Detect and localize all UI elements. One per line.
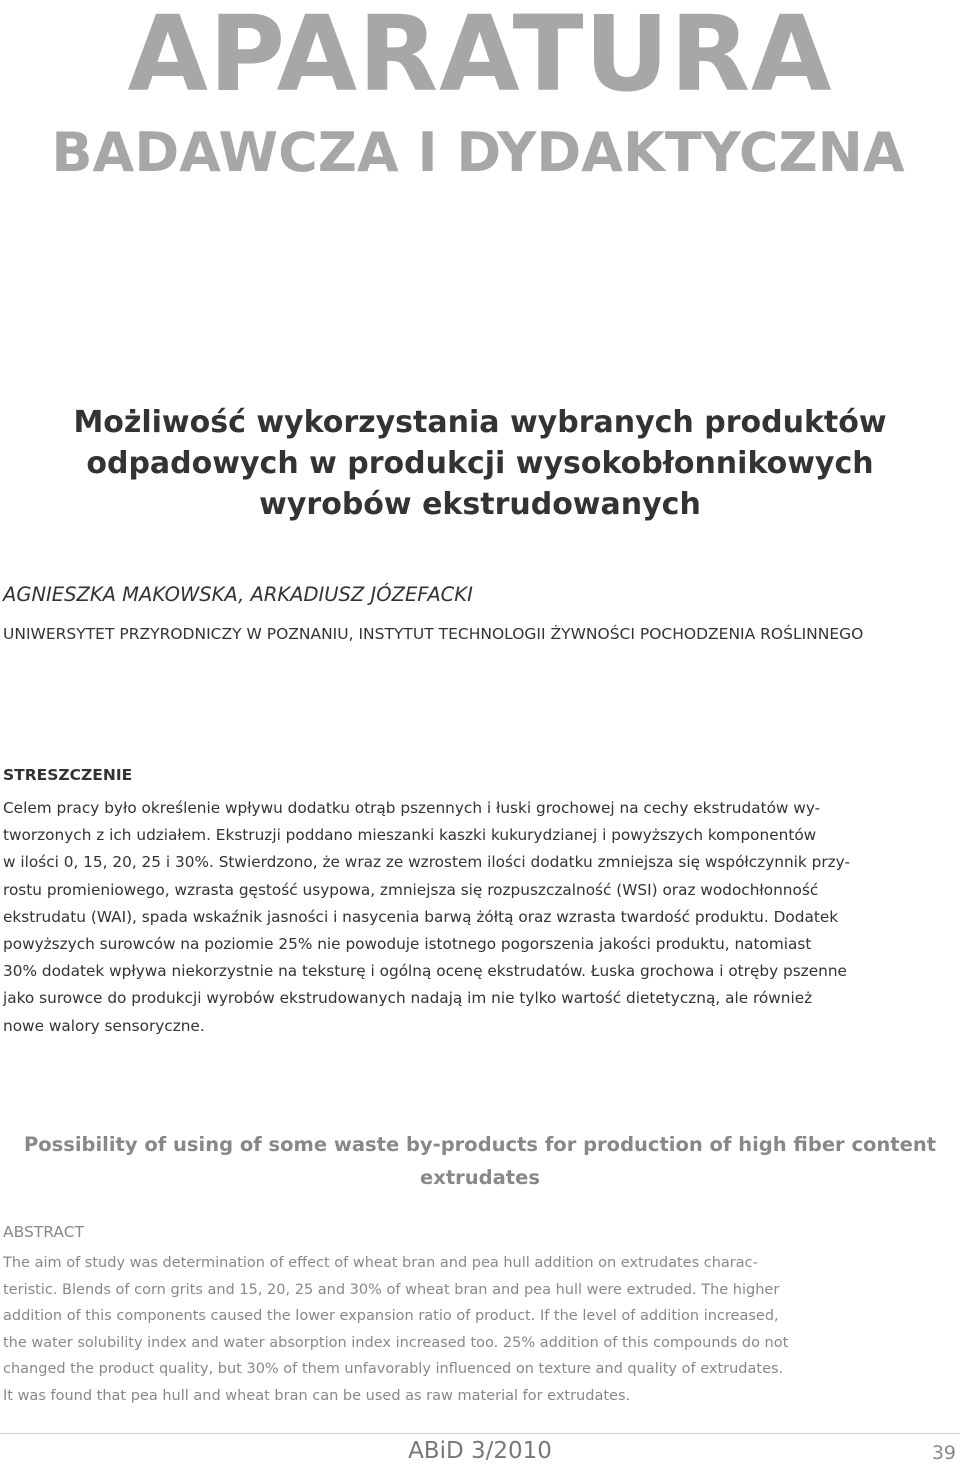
masthead [0,0,960,190]
article-title-en [0,1128,960,1194]
abstract-pl-line: w ilości 0, 15, 20, 25 i 30%. Stwierdzono, że wraz ze wzrostem ilości dodatku zmniejsza się współczynnik przy- [3,853,850,872]
abstract-en-line: teristic. Blends of corn grits and 15, 20, 25 and 30% of wheat bran and pea hull were extruded. The higher [3,1281,780,1298]
abstract-en-line: changed the product quality, but 30% of them unfavorably influenced on texture and quality of extrudates. [3,1361,784,1378]
abstract-pl-line: nowe walory sensoryczne. [3,1016,205,1035]
title-pl-line: Możliwość wykorzystania wybranych produktów [73,405,887,440]
title-pl-line: odpadowych w produkcji wysokobłonnikowych [86,446,874,481]
abstract-en-line: the water solubility index and water absorption index increased too. 25% addition of this compounds do not [3,1334,789,1351]
title-pl-line: wyrobów ekstrudowanych [259,487,701,522]
abstract-pl-line: jako surowce do produkcji wyrobów ekstrudowanych nadają im nie tylko wartość dietetyczną, ale również [3,989,813,1008]
title-en-line: Possibility of using of some waste by-products for production of high fiber content [23,1133,937,1156]
title-en-line: extrudates [420,1166,540,1189]
page-number: 39 [931,1442,956,1464]
affiliation: UNIWERSYTET PRZYRODNICZY W POZNANIU, INSTYTUT TECHNOLOGII ŻYWNOŚCI POCHODZENIA ROŚLINNEGO [3,625,864,643]
abstract-en-line: The aim of study was determination of effect of wheat bran and pea hull addition on extrudates charac- [3,1255,758,1271]
abstract-pl [3,795,957,1040]
journal-title-sub: BADAWCZA I DYDAKTYCZNA [51,121,905,184]
abstract-en [3,1250,957,1410]
abstract-pl-line: powyższych surowców na poziomie 25% nie powoduje istotnego pogorszenia jakości produktu, natomiast [3,935,812,954]
article-title-pl [40,402,920,525]
abstract-en-line: addition of this components caused the lower expansion ratio of product. If the level of addition increased, [3,1308,779,1325]
abstract-en-heading: ABSTRACT [3,1223,85,1241]
abstract-pl-line: tworzonych z ich udziałem. Ekstruzji poddano mieszanki kaszki kukurydzianej i powyższych komponentów [3,826,817,845]
abstract-pl-line: ekstrudatu (WAI), spada wskaźnik jasności i nasycenia barwą żółtą oraz wzrasta twardość produktu. Dodatek [3,907,839,926]
abstract-pl-line: rostu promieniowego, wzrasta gęstość usypowa, zmniejsza się rozpuszczalność (WSI) oraz wodochłonność [3,880,819,899]
authors: AGNIESZKA MAKOWSKA, ARKADIUSZ JÓZEFACKI [3,583,473,606]
journal-issue: ABiD 3/2010 [408,1438,552,1464]
journal-title-main: APARATURA [127,0,833,115]
abstract-pl-line: Celem pracy było określenie wpływu dodatku otrąb pszennych i łuski grochowej na cechy ekstrudatów wy- [3,799,821,817]
abstract-pl-heading: STRESZCZENIE [3,766,133,784]
footer-divider [0,1433,960,1434]
abstract-pl-line: 30% dodatek wpływa niekorzystnie na teksturę i ogólną ocenę ekstrudatów. Łuska grochowa i otręby pszenne [3,962,847,981]
abstract-en-line: It was found that pea hull and wheat bran can be used as raw material for extrudates. [3,1387,631,1404]
